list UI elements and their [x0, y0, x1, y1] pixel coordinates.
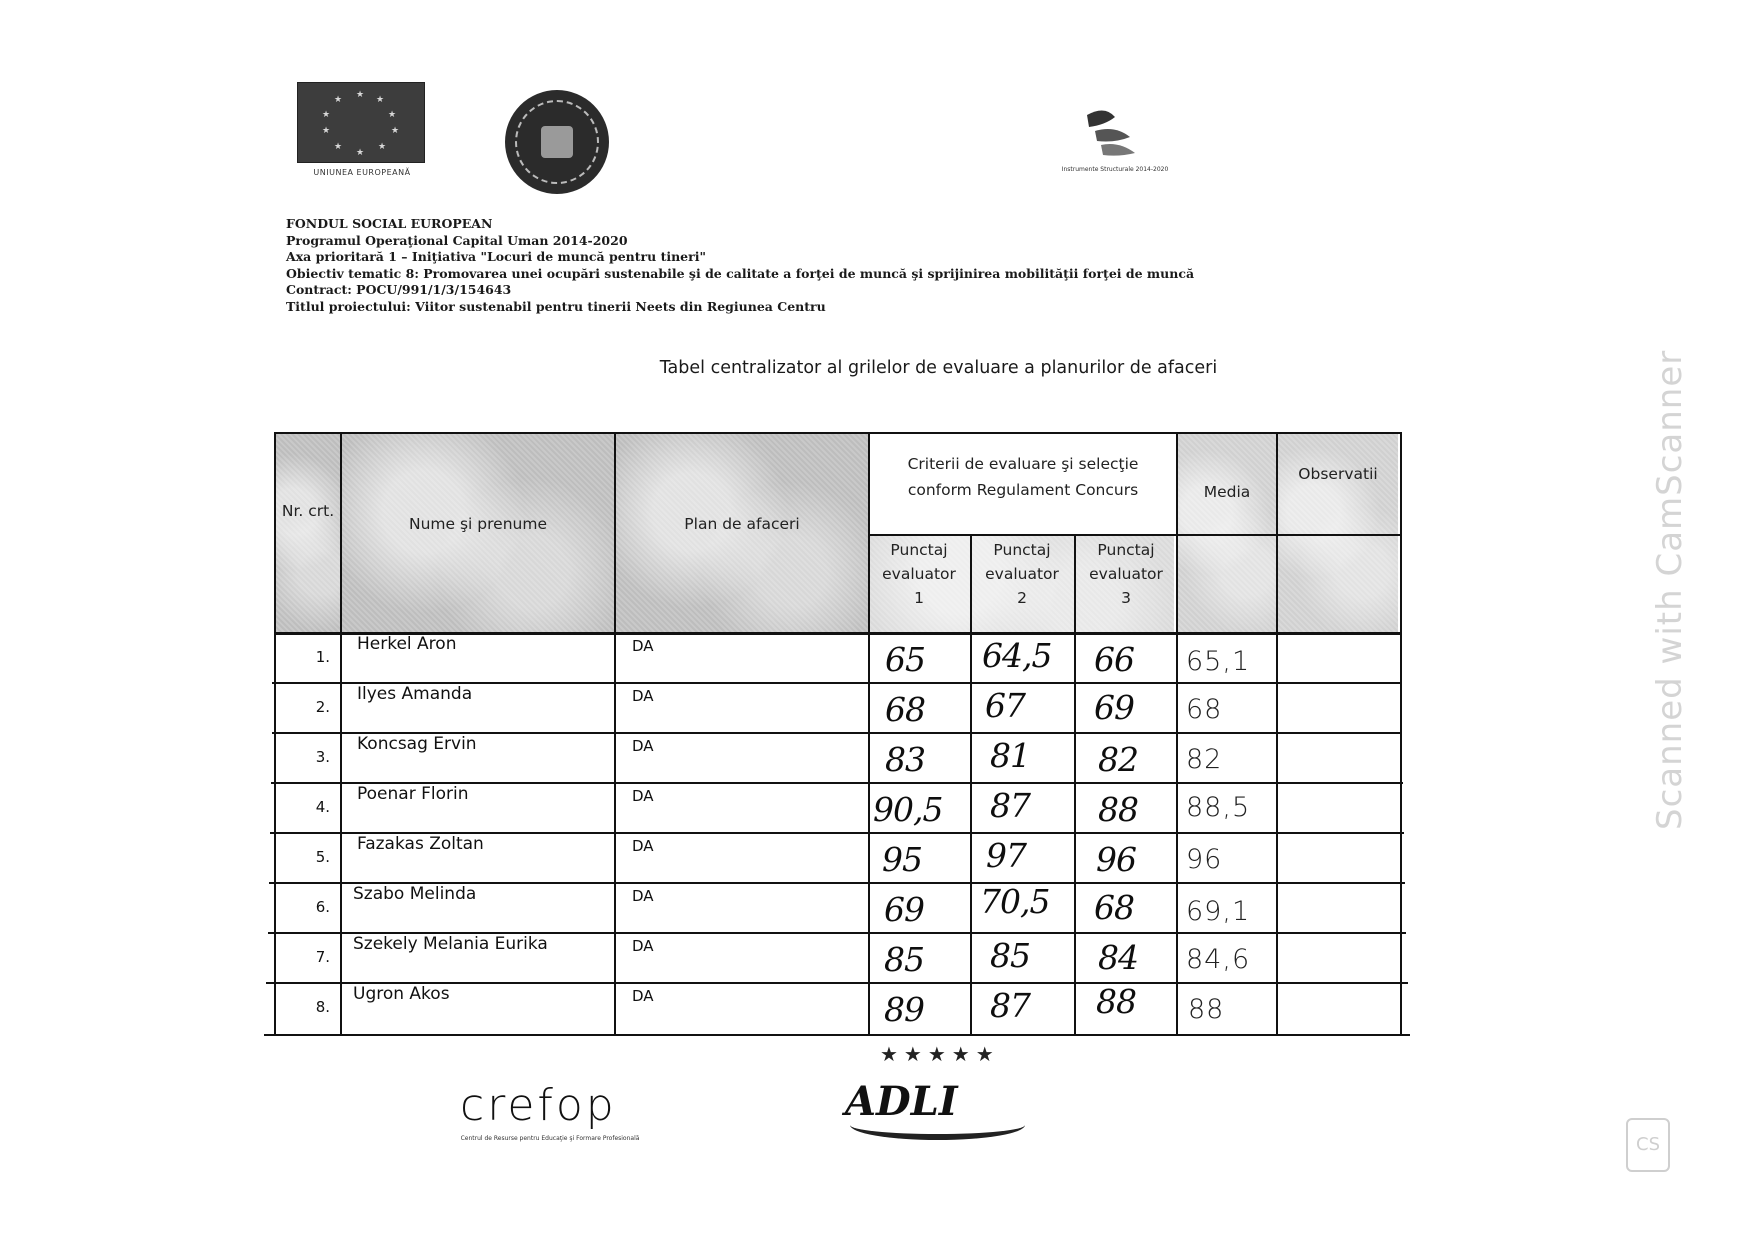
row-media: 82	[1186, 744, 1223, 775]
row-score-evaluator-3: 68	[1094, 888, 1134, 927]
row-name: Szekely Melania Eurika	[353, 934, 548, 954]
row-plan: DA	[632, 687, 654, 705]
header-observatii: Observatii	[1298, 465, 1378, 483]
row-name: Herkel Aron	[357, 634, 457, 654]
row-score-evaluator-3: 66	[1094, 640, 1134, 679]
camscanner-watermark: Scanned with CamScanner	[1650, 349, 1690, 830]
row-media: 84,6	[1186, 944, 1251, 975]
row-plan: DA	[632, 737, 654, 755]
header-evaluator-1: evaluator	[882, 565, 956, 583]
row-number: 1.	[315, 648, 330, 666]
row-media: 88	[1188, 994, 1225, 1025]
row-score-evaluator-3: 88	[1096, 982, 1136, 1021]
project-header	[286, 216, 1194, 315]
row-name: Ilyes Amanda	[357, 684, 473, 704]
header-evaluator-2: evaluator	[985, 565, 1059, 583]
row-score-evaluator-1: 85	[884, 940, 924, 979]
header-line-contract: Contract: POCU/991/1/3/154643	[286, 282, 512, 297]
header-evaluator-number-3: 3	[1121, 589, 1131, 607]
row-plan: DA	[632, 837, 654, 855]
header-bg-media	[1178, 432, 1276, 632]
header-bg-nr	[274, 432, 340, 632]
header-evaluator-number-2: 2	[1017, 589, 1027, 607]
row-media: 88,5	[1186, 792, 1251, 823]
row-score-evaluator-1: 83	[885, 740, 925, 779]
row-name: Fazakas Zoltan	[357, 834, 484, 854]
table-border	[1400, 432, 1402, 1036]
row-number: 6.	[315, 898, 330, 916]
row-score-evaluator-3: 82	[1098, 740, 1138, 779]
row-number: 3.	[315, 748, 330, 766]
structural-instruments-caption: Instrumente Structurale 2014-2020	[1061, 166, 1169, 173]
header-line-fund: FONDUL SOCIAL EUROPEAN	[286, 216, 493, 231]
row-score-evaluator-1: 90,5	[873, 790, 943, 829]
row-plan: DA	[632, 937, 654, 955]
row-media: 96	[1186, 844, 1223, 875]
structural-instruments-logo	[1075, 95, 1145, 165]
header-nume: Nume şi prenume	[409, 515, 547, 533]
row-score-evaluator-2: 85	[990, 936, 1030, 975]
row-score-evaluator-2: 87	[990, 786, 1030, 825]
row-score-evaluator-2: 87	[990, 986, 1030, 1025]
adli-swoosh-icon	[850, 1110, 1025, 1140]
eu-flag-logo: ★ ★ ★ ★ ★ ★ ★ ★ ★ ★	[297, 82, 425, 163]
row-score-evaluator-1: 65	[885, 640, 925, 679]
table-border	[1074, 534, 1076, 1036]
adli-stars-icon: ★★★★★	[880, 1042, 1000, 1066]
row-name: Szabo Melinda	[353, 884, 477, 904]
header-line-objective: Obiectiv tematic 8: Promovarea unei ocupări sustenabile şi de calitate a forţei de muncă şi sprijinirea mobilităţii forţei de muncă	[286, 265, 1195, 281]
eu-caption: UNIUNEA EUROPEANĂ	[313, 168, 411, 177]
header-line-program: Programul Operaţional Capital Uman 2014-2020	[286, 232, 628, 248]
document-title: Tabel centralizator al grilelor de evaluare a planurilor de afaceri	[659, 358, 1218, 378]
government-seal-logo	[505, 90, 609, 194]
row-media: 65,1	[1186, 646, 1251, 677]
row-score-evaluator-3: 96	[1096, 840, 1136, 879]
header-evaluator-number-1: 1	[914, 589, 924, 607]
row-name: Poenar Florin	[357, 784, 469, 804]
header-criterii-line1: Criterii de evaluare şi selecţie	[907, 455, 1139, 473]
table-border	[868, 534, 1400, 536]
row-media: 68	[1186, 694, 1223, 725]
crefop-caption: Centrul de Resurse pentru Educaţie şi Formare Profesională	[460, 1135, 640, 1142]
row-number: 5.	[315, 848, 330, 866]
header-punctaj-3: Punctaj	[1097, 541, 1155, 559]
row-plan: DA	[632, 987, 654, 1005]
row-name: Koncsag Ervin	[357, 734, 477, 754]
table-border	[1276, 432, 1278, 1036]
row-plan: DA	[632, 637, 654, 655]
header-punctaj-1: Punctaj	[890, 541, 948, 559]
header-criterii-line2: conform Regulament Concurs	[907, 481, 1139, 499]
table-border	[1176, 432, 1178, 1036]
row-score-evaluator-1: 95	[882, 840, 922, 879]
crefop-logo: crefop	[460, 1080, 617, 1131]
row-score-evaluator-2: 97	[986, 836, 1026, 875]
row-score-evaluator-2: 64,5	[982, 636, 1052, 675]
row-score-evaluator-2: 70,5	[980, 882, 1050, 921]
row-plan: DA	[632, 787, 654, 805]
header-nr: Nr. crt.	[281, 502, 335, 520]
row-score-evaluator-3: 88	[1098, 790, 1138, 829]
row-plan: DA	[632, 887, 654, 905]
adli-logo: ADLI	[845, 1078, 958, 1125]
table-border	[274, 432, 1400, 434]
header-media: Media	[1203, 483, 1251, 501]
row-number: 2.	[315, 698, 330, 716]
header-line-axis: Axa prioritară 1 – Iniţiativa "Locuri de muncă pentru tineri"	[286, 249, 706, 264]
table-border	[274, 432, 276, 1036]
row-number: 7.	[315, 948, 330, 966]
row-score-evaluator-2: 81	[990, 736, 1030, 775]
row-score-evaluator-1: 69	[884, 890, 924, 929]
row-score-evaluator-3: 84	[1098, 938, 1138, 977]
row-score-evaluator-1: 68	[885, 690, 925, 729]
header-punctaj-2: Punctaj	[993, 541, 1051, 559]
row-score-evaluator-3: 69	[1094, 688, 1134, 727]
header-evaluator-3: evaluator	[1089, 565, 1163, 583]
header-plan: Plan de afaceri	[684, 515, 800, 533]
row-number: 8.	[315, 998, 330, 1016]
table-border	[264, 1034, 1410, 1036]
row-score-evaluator-1: 89	[884, 990, 924, 1029]
header-line-project-title: Titlul proiectului: Viitor sustenabil pentru tinerii Neets din Regiunea Centru	[286, 298, 826, 314]
row-media: 69,1	[1186, 896, 1251, 927]
row-number: 4.	[315, 798, 330, 816]
row-name: Ugron Akos	[353, 984, 450, 1004]
camscanner-badge-icon: CS	[1626, 1118, 1670, 1172]
table-border	[970, 534, 972, 1036]
table-border	[868, 432, 870, 1036]
row-score-evaluator-2: 67	[985, 686, 1025, 725]
